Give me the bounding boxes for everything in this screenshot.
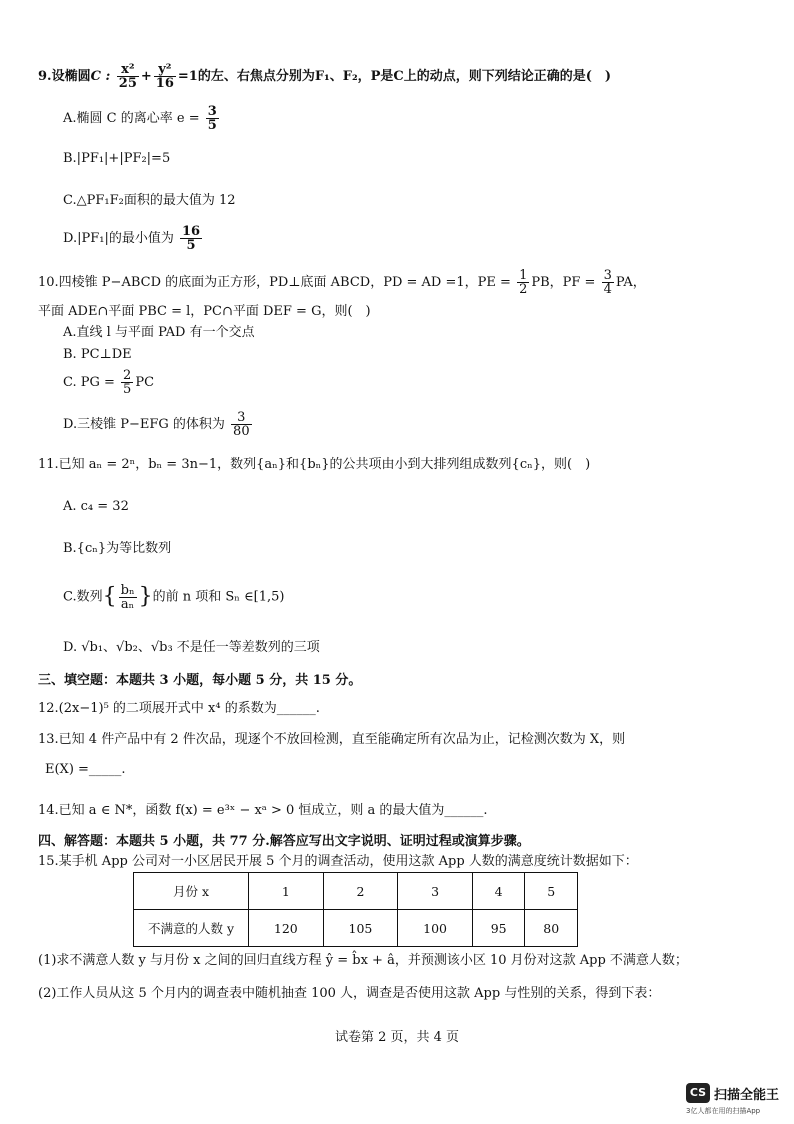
q10-option-d: D.三棱锥 P−EFG 的体积为 $\frac{3}{80}$ (63, 410, 250, 439)
table-cell: 120 (249, 910, 324, 947)
camscanner-name: 扫描全能王 (714, 1088, 780, 1103)
table-cell: 2 (323, 873, 398, 910)
q9-stem-post: =1的左、右焦点分别为F₁、F₂，P是C上的动点，则下列结论正确的是( ) (177, 69, 612, 84)
q9-option-b: B.|PF₁|+|PF₂|=5 (63, 151, 171, 166)
q9-option-c: C.△PF₁F₂面积的最大值为 12 (63, 193, 236, 208)
q14: 14.已知 a ∈ N*，函数 f(x) = e³ˣ − xᵃ > 0 恒成立，则 a 的最大值为______. (38, 803, 488, 818)
table-row (134, 910, 578, 947)
q10-option-d-frac: $\frac{3}{80}$ (233, 410, 250, 439)
q9-frac-y: $\frac{\text{y²}}{16}$ (155, 62, 174, 91)
q15-stem: 15.某手机 App 公司对一小区居民开展 5 个月的调查活动，使用这款 App 人数的满意度统计数据如下： (38, 854, 638, 869)
camscanner-tagline: 3亿人都在用的扫描App (686, 1107, 761, 1115)
q11-option-b: B.{cₙ}为等比数列 (63, 541, 172, 556)
q13-line1: 13.已知 4 件产品中有 2 件次品，现逐个不放回检测，直至能确定所有次品为止，记检测次数为 X，则 (38, 732, 626, 747)
camscanner-logo-icon: CS (686, 1083, 710, 1103)
q12: 12.(2x−1)⁵ 的二项展开式中 x⁴ 的系数为______. (38, 701, 320, 716)
q11-option-a: A. c₄ = 32 (63, 499, 129, 514)
q9-stem (38, 60, 611, 94)
table-cell: 5 (525, 873, 578, 910)
table-cell: 95 (472, 910, 525, 947)
q9-option-a-frac: $\frac{3}{5}$ (207, 104, 217, 133)
q9-ellipse-label: C : (90, 69, 111, 84)
q9-plus: + (140, 69, 152, 84)
table-cell: 105 (323, 910, 398, 947)
table-header-month: 月份 x (134, 873, 249, 910)
q10-stem: 10.四棱锥 P−ABCD 的底面为正方形，PD⊥底面 ABCD，PD = AD =1，PE = $\frac{1}{2}$ PB，PF = $\frac{3}{4}$ PA， (38, 268, 646, 297)
q10-option-a: A.直线 l 与平面 PAD 有一个交点 (63, 325, 255, 340)
table-row (134, 873, 578, 910)
table-cell: 80 (525, 910, 578, 947)
q11-option-c: C.数列{ $\frac{\text{bₙ}}{\text{aₙ}}$ }的前 n 项和 Sₙ ∈[1,5) (63, 582, 285, 612)
table-cell: 100 (398, 910, 473, 947)
q11-option-c-frac: $\frac{\text{bₙ}}{\text{aₙ}}$ (120, 582, 135, 612)
table-cell: 3 (398, 873, 473, 910)
q11-option-d: D. √b₁、√b₂、√b₃ 不是任一等差数列的三项 (63, 640, 320, 655)
q10-frac-pe: $\frac{1}{2}$ (519, 268, 528, 297)
q9-option-a: A.椭圆 C 的离心率 e = $\frac{3}{5}$ (63, 104, 217, 133)
table-cell: 1 (249, 873, 324, 910)
table-cell: 4 (472, 873, 525, 910)
q15-part-2: (2)工作人员从这 5 个月内的调查表中随机抽查 100 人，调查是否使用这款 App 与性别的关系，得到下表： (38, 986, 661, 1001)
q9-frac-x: $\frac{\text{x²}}{25}$ (118, 62, 137, 91)
q15-data-table (133, 872, 578, 947)
page-footer: 试卷第 2 页，共 4 页 (334, 1030, 460, 1045)
q10-option-c-frac: $\frac{2}{5}$ (123, 368, 132, 397)
q9-stem-pre: 9.设椭圆 (38, 69, 91, 84)
section-3-heading: 三、填空题：本题共 3 小题，每小题 5 分，共 15 分。 (38, 673, 362, 688)
q15-part-1: (1)求不满意人数 y 与月份 x 之间的回归直线方程 ŷ = b̂x + â，并预测该小区 10 月份对这款 App 不满意人数； (38, 953, 688, 968)
section-4-heading: 四、解答题：本题共 5 小题，共 77 分.解答应写出文字说明、证明过程或演算步骤。 (38, 834, 530, 849)
table-header-unsatisfied: 不满意的人数 y (134, 910, 249, 947)
q10-frac-pf: $\frac{3}{4}$ (603, 268, 612, 297)
q9-option-d-frac: $\frac{16}{5}$ (181, 224, 201, 253)
q10-option-b: B. PC⊥DE (63, 347, 132, 362)
q13-line2: E(X) =_____. (45, 762, 126, 777)
q10-stem-line2: 平面 ADE∩平面 PBC = l，PC∩平面 DEF = G，则( ) (38, 304, 371, 319)
q11-stem: 11.已知 aₙ = 2ⁿ，bₙ = 3n−1，数列{aₙ}和{bₙ}的公共项由小到大排列组成数列{cₙ}，则( ) (38, 457, 591, 472)
q10-option-c: C. PG = $\frac{2}{5}$ PC (63, 368, 155, 397)
q9-option-d: D.|PF₁|的最小值为 $\frac{16}{5}$ (63, 224, 201, 253)
